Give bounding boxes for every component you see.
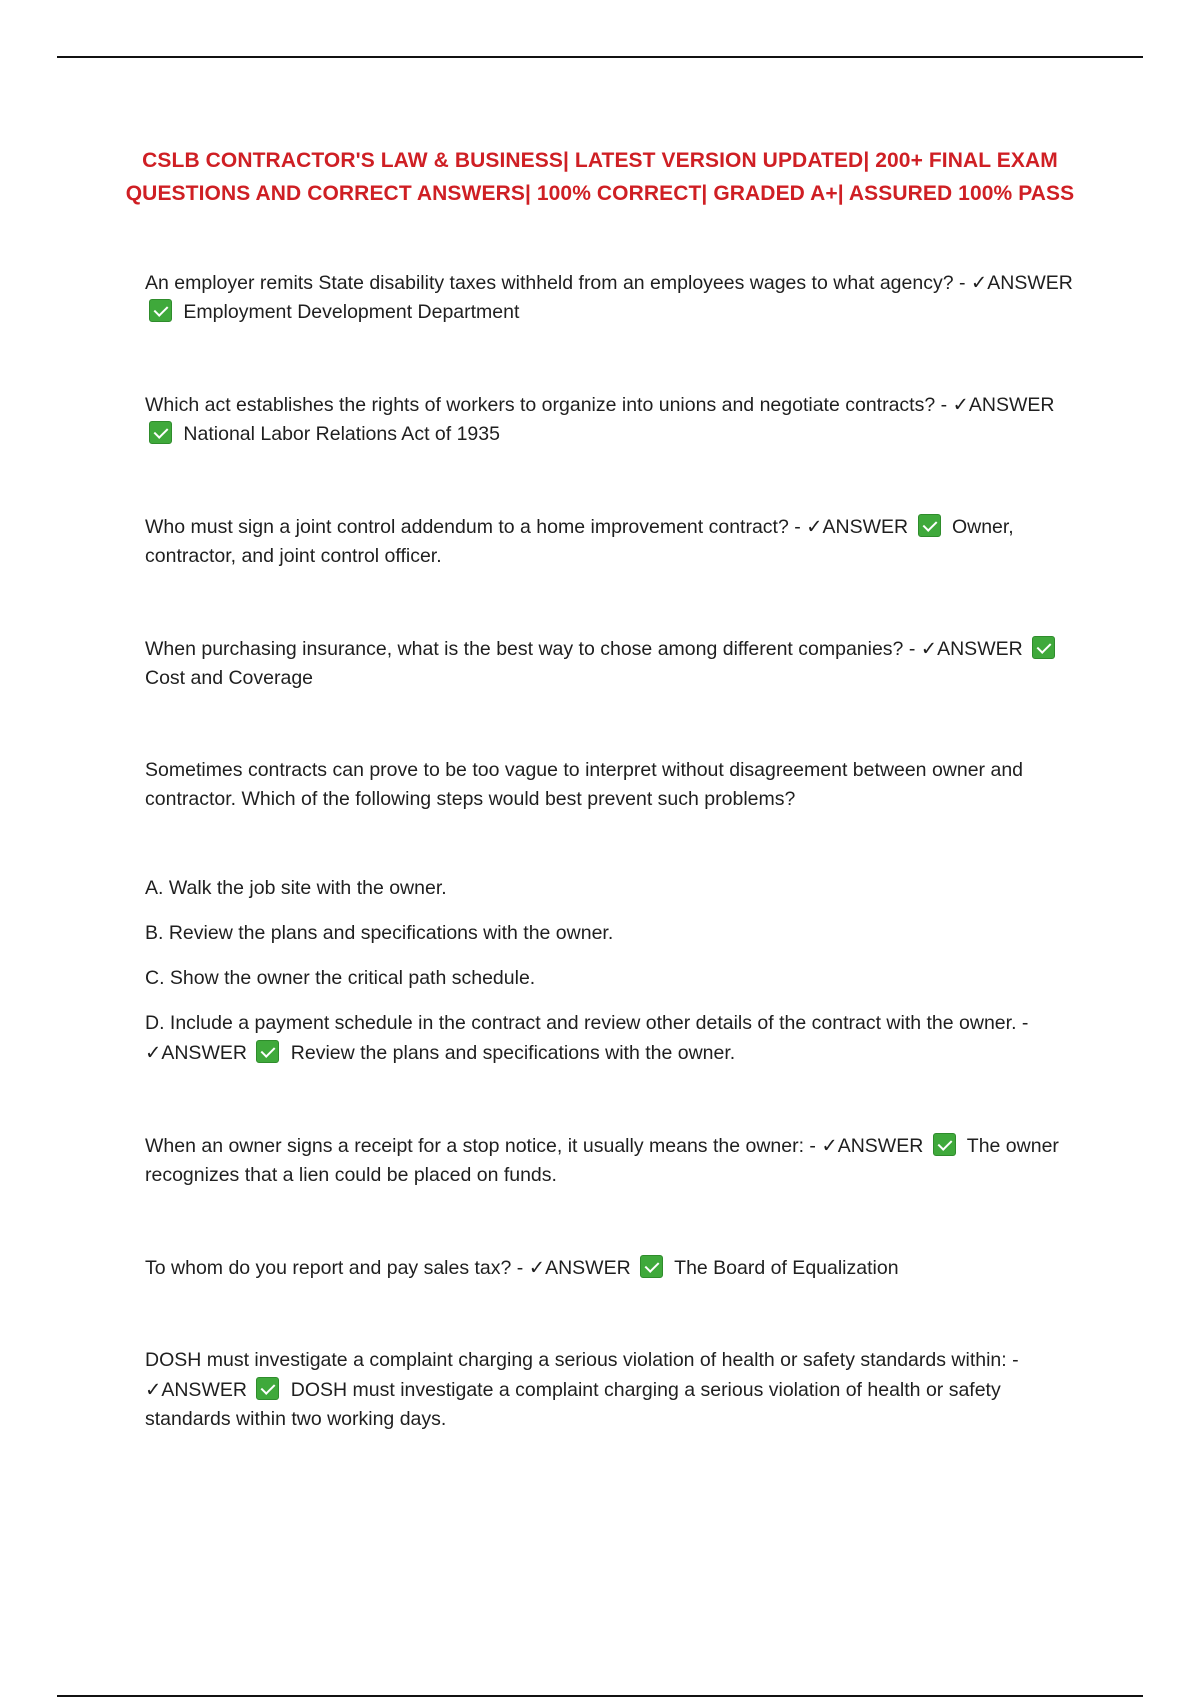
check-box-icon	[640, 1255, 663, 1278]
question-text: DOSH must investigate a complaint charging a serious violation of health or safety standards within: -	[145, 1349, 1019, 1371]
answer-marker: ANSWER	[837, 1135, 924, 1157]
option-d	[145, 1009, 1090, 1068]
title-line-1: CSLB CONTRACTOR'S LAW & BUSINESS| LATEST VERSION UPDATED| 200+ FINAL EXAM	[142, 149, 1058, 172]
option-a: A. Walk the job site with the owner.	[145, 877, 447, 899]
answer-marker: ANSWER	[161, 1379, 247, 1401]
answer-marker: ANSWER	[968, 394, 1055, 416]
qa-item-2	[145, 390, 1090, 449]
qa-item-4	[145, 634, 1090, 693]
checkmark-icon: ✓	[970, 271, 988, 294]
check-box-icon	[149, 299, 172, 322]
checkmark-icon: ✓	[920, 637, 938, 660]
check-box-icon	[256, 1377, 279, 1400]
answer-text: Owner, contractor, and joint control officer.	[145, 516, 1014, 567]
qa-content	[145, 268, 1090, 1434]
check-box-icon	[1032, 636, 1055, 659]
answer-text: DOSH must investigate a complaint charging a serious violation of health or safety standards within two working days.	[145, 1379, 1001, 1430]
question-text: An employer remits State disability taxes withheld from an employees wages to what agency? -	[145, 272, 966, 294]
question-text: Which act establishes the rights of workers to organize into unions and negotiate contracts? -	[145, 394, 948, 416]
checkmark-icon: ✓	[821, 1134, 838, 1157]
check-box-icon	[918, 514, 941, 537]
answer-text: Employment Development Department	[183, 301, 520, 323]
answer-marker: ANSWER	[822, 516, 909, 538]
option-b: B. Review the plans and specifications with the owner.	[145, 922, 614, 944]
answer-text: Cost and Coverage	[145, 667, 314, 689]
question-text: To whom do you report and pay sales tax? -	[145, 1257, 524, 1279]
answer-marker: ANSWER	[987, 272, 1073, 294]
answer-text: National Labor Relations Act of 1935	[183, 423, 500, 445]
check-box-icon	[933, 1133, 956, 1156]
answer-text: Review the plans and specifications with the owner.	[290, 1042, 736, 1064]
qa-item-3	[145, 512, 1090, 571]
qa-item-7	[145, 1253, 1090, 1283]
qa-item-multiple-choice	[145, 756, 1090, 1068]
check-box-icon	[149, 421, 172, 444]
top-rule	[57, 56, 1143, 58]
checkmark-icon: ✓	[806, 515, 823, 538]
answer-marker: ANSWER	[545, 1257, 631, 1279]
question-text: When an owner signs a receipt for a stop notice, it usually means the owner: -	[145, 1135, 816, 1157]
qa-item-6	[145, 1131, 1090, 1190]
answer-text: The Board of Equalization	[674, 1257, 899, 1279]
answer-marker: ANSWER	[161, 1042, 247, 1064]
checkmark-icon: ✓	[145, 1378, 162, 1401]
option-d-text: D. Include a payment schedule in the contract and review other details of the contract with the owner. -	[145, 1012, 1029, 1034]
checkmark-icon: ✓	[952, 393, 969, 416]
check-box-icon	[256, 1040, 279, 1063]
qa-item-1	[145, 268, 1090, 327]
answer-marker: ANSWER	[937, 638, 1023, 660]
question-text: Who must sign a joint control addendum to a home improvement contract? -	[145, 516, 801, 538]
checkmark-icon: ✓	[145, 1041, 162, 1064]
question-text: Sometimes contracts can prove to be too vague to interpret without disagreement between owner and contractor. Which of the following steps would best prevent such problems?	[145, 759, 1024, 810]
question-text: When purchasing insurance, what is the best way to chose among different companies? -	[145, 638, 916, 660]
bottom-rule	[57, 1695, 1143, 1697]
document-title	[100, 144, 1100, 210]
qa-item-8	[145, 1346, 1090, 1434]
checkmark-icon: ✓	[528, 1256, 546, 1279]
option-c: C. Show the owner the critical path schedule.	[145, 967, 536, 989]
title-line-2: QUESTIONS AND CORRECT ANSWERS| 100% CORRECT| GRADED A+| ASSURED 100% PASS	[125, 182, 1075, 205]
answer-text: The owner recognizes that a lien could be placed on funds.	[145, 1135, 1059, 1186]
